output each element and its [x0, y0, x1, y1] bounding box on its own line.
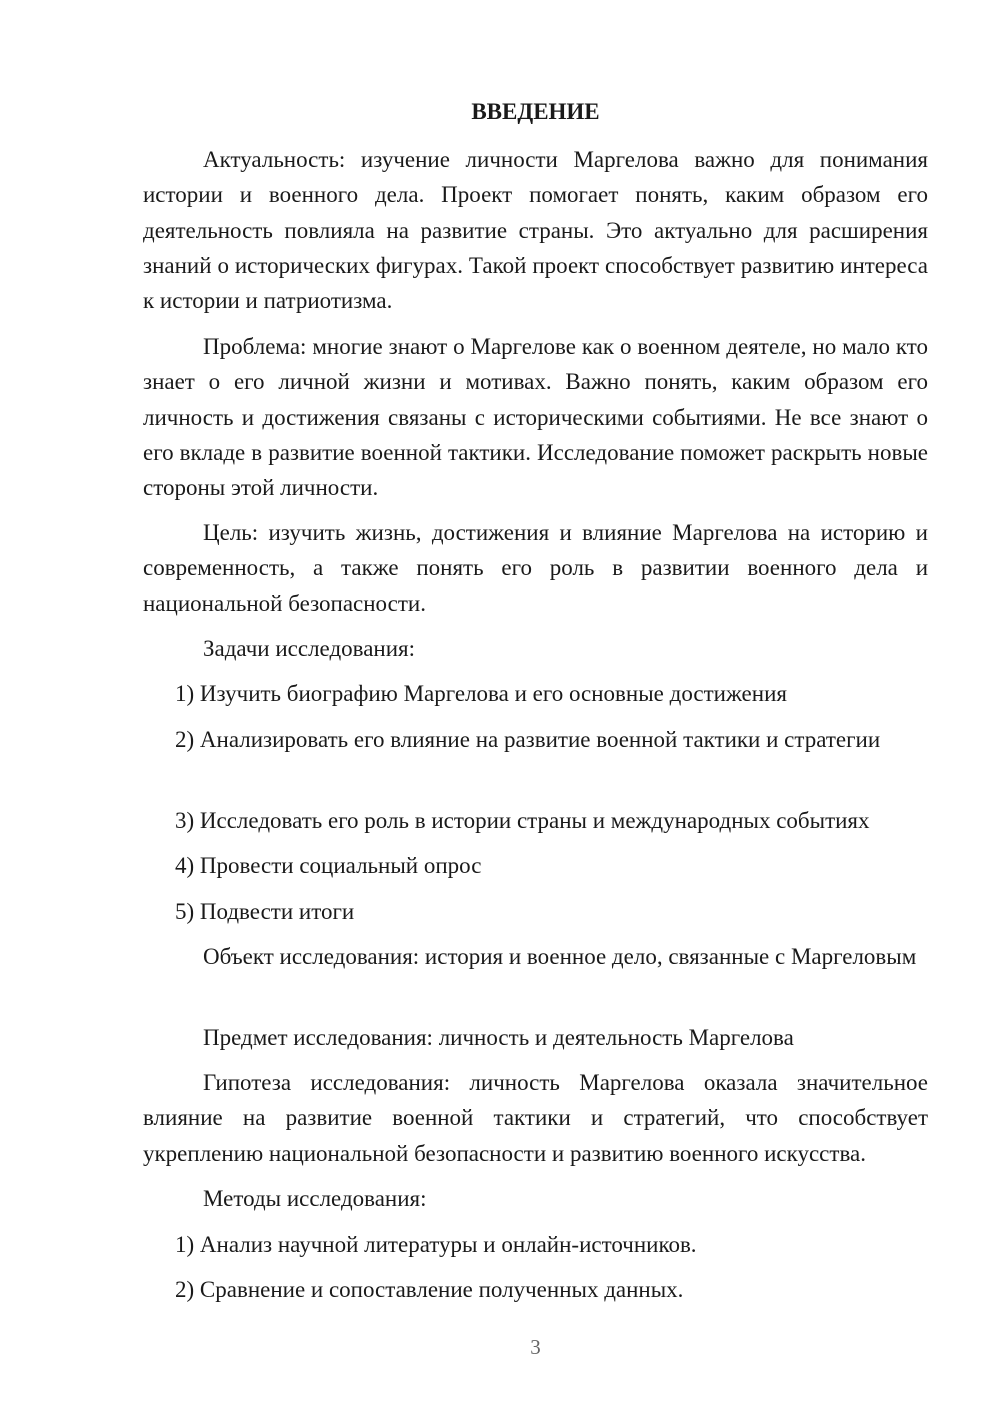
- section-heading: ВВЕДЕНИЕ: [471, 99, 600, 124]
- document-page: [143, 0, 928, 1414]
- subject-paragraph: Предмет исследования: личность и деятельность Маргелова: [203, 1025, 794, 1050]
- problem-paragraph: Проблема: многие знают о Маргелове как о военном деятеле, но мало кто знает о его личной жизни и мотивах. Важно понять, каким образом его личность и достижения связаны с историческими событиями. Не все знают о его вкладе в развитие военной тактики. Исследование поможет раскрыть новые стороны этой личности.: [143, 334, 928, 501]
- task-item: 4) Провести социальный опрос: [175, 853, 482, 878]
- task-item: 1) Изучить биографию Маргелова и его основные достижения: [175, 681, 787, 706]
- task-item: 5) Подвести итоги: [175, 899, 355, 924]
- method-item: 2) Сравнение и сопоставление полученных данных.: [175, 1277, 684, 1302]
- page-number: 3: [530, 1335, 541, 1359]
- relevance-paragraph: Актуальность: изучение личности Маргелова важно для понимания истории и военного дела. Проект помогает понять, каким образом его деятельность повлияла на развитие страны. Это актуально для расширения знаний о исторических фигурах. Такой проект способствует развитию интереса к истории и патриотизма.: [143, 147, 928, 314]
- tasks-heading: Задачи исследования:: [203, 636, 416, 661]
- goal-paragraph: Цель: изучить жизнь, достижения и влияние Маргелова на историю и современность, а также понять его роль в развитии военного дела и национальной безопасности.: [143, 520, 928, 616]
- hypothesis-paragraph: Гипотеза исследования: личность Маргелова оказала значительное влияние на развитие военной тактики и стратегий, что способствует укреплению национальной безопасности и развитию военного искусства.: [143, 1070, 928, 1166]
- task-item: 3) Исследовать его роль в истории страны и международных событиях: [175, 808, 870, 833]
- methods-heading: Методы исследования:: [203, 1186, 427, 1211]
- task-item: 2) Анализировать его влияние на развитие военной тактики и стратегии: [175, 727, 881, 752]
- method-item: 1) Анализ научной литературы и онлайн-источников.: [175, 1232, 697, 1257]
- object-paragraph: Объект исследования: история и военное дело, связанные с Маргеловым: [203, 944, 917, 969]
